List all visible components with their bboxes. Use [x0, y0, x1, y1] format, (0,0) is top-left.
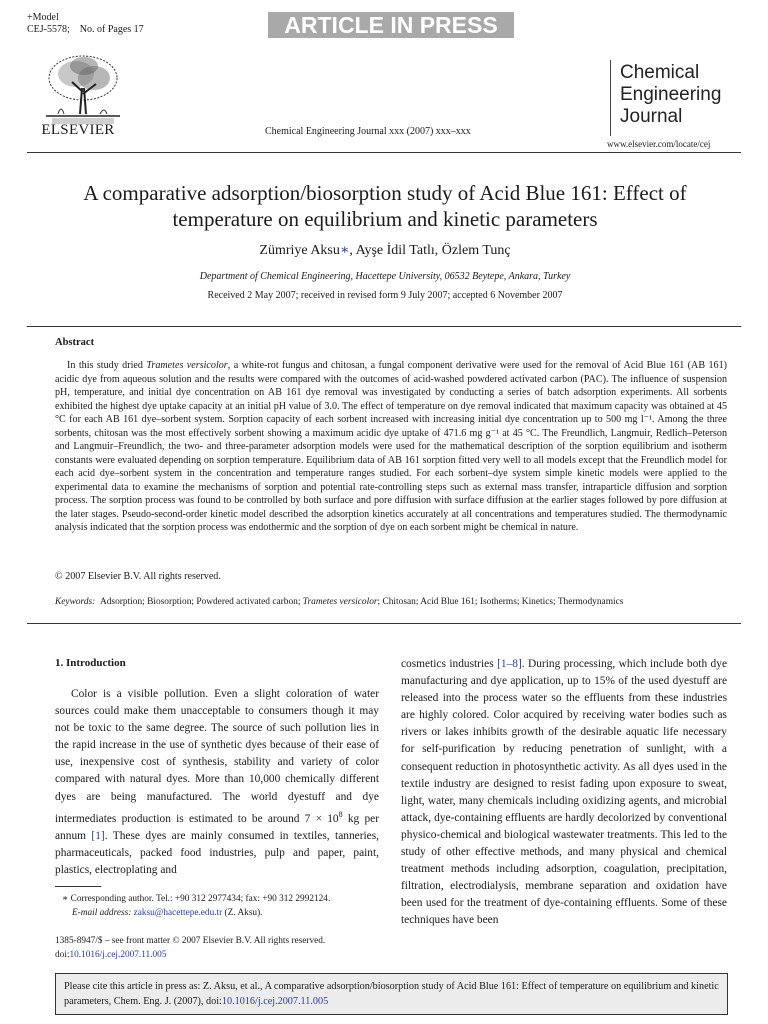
journal-url-link[interactable]: www.elsevier.com/locate/cej: [607, 139, 711, 149]
reference-link-1[interactable]: [1]: [91, 829, 105, 842]
journal-citation-line: Chemical Engineering Journal xxx (2007) xxx–xxx: [265, 126, 471, 137]
email-line: [62, 906, 330, 920]
author-1: Zümriye Aksu: [259, 243, 340, 258]
keywords-label: Keywords:: [55, 597, 96, 607]
abstract-species: Trametes versicolor: [146, 360, 228, 371]
doi-link[interactable]: 10.1016/j.cej.2007.11.005: [69, 950, 167, 960]
abstract-top-rule: [27, 326, 741, 327]
article-title: A comparative adsorption/biosorption study of Acid Blue 161: Effect of temperature on equilibrium and kinetic parameters: [83, 181, 687, 231]
citation-text: Please cite this article in press as: Z. Aksu, et al., A comparative adsorption/biosorption study of Acid Blue 161: Effect of temperature on equilibrium and kinetic parameters, Chem. Eng. J. (2007), doi:: [64, 981, 719, 1007]
reference-link-1-8[interactable]: [1–8]: [497, 658, 522, 670]
brand-line-3: Journal: [620, 106, 683, 127]
abstract-part-1: In this study dried: [67, 360, 147, 371]
affiliation: Department of Chemical Engineering, Hacettepe University, 06532 Beytepe, Ankara, Turkey: [199, 271, 571, 282]
issn-block: [55, 934, 325, 962]
footnote: [62, 892, 330, 920]
brand-divider: [610, 60, 611, 136]
email-label: E-mail address:: [72, 908, 132, 918]
abstract-heading: Abstract: [55, 337, 95, 348]
received-dates: Received 2 May 2007; received in revised form 9 July 2007; accepted 6 November 2007: [207, 290, 563, 301]
intro-left-sup: 8: [338, 809, 343, 819]
journal-brand: [620, 62, 721, 128]
keywords-italic: Trametes versicolor: [302, 597, 378, 607]
brand-line-1: Chemical: [620, 62, 700, 83]
other-authors: , Ayşe İdil Tatlı, Özlem Tunç: [349, 243, 511, 258]
intro-left-column: [55, 686, 379, 879]
manuscript-meta: [27, 12, 144, 36]
intro-right-column: [401, 656, 727, 930]
doi-line: [55, 948, 325, 962]
citation-doi-link[interactable]: 10.1016/j.cej.2007.11.005: [221, 996, 329, 1007]
section-heading-introduction: 1. Introduction: [55, 657, 126, 669]
intro-right-a: cosmetics industries: [401, 658, 498, 670]
footnote-rule: [55, 886, 101, 887]
intro-right-b: . During processing, which include both dye manufacturing and dye application, up to 15% of the used dyestuff are released into the process water so the effluents from these industries are highly colored. Color acquired by receiving water bodies such as rivers or lakes inhibits growth of the desirable aquatic life necessary for self-purification by reducing penetration of sunlight, with a consequent reduction in photosynthetic activity. As all dyes used in the textile industry are designed to resist fading upon exposure to sweat, light, water, many chemicals including oxidizing agents, and microbial attack, dye-containing effluents are hardly decolorized by conventional physico-chemical and biological wastewater treatments. This led to the study of other effective methods, and many physical and chemical treatment methods including adsorption, coagulation, precipitation, filtration, electrodialysis, membrane separation and oxidation have been used for the treatment of dye-containing effluents. Some of these techniques have been: [401, 658, 727, 927]
brand-line-2: Engineering: [620, 84, 722, 105]
intro-left-b: kg per annum: [55, 812, 379, 842]
email-after: (Z. Aksu).: [222, 908, 263, 918]
keywords-part-1: Adsorption; Biosorption; Powdered activated carbon;: [99, 597, 303, 607]
citation-box: [55, 973, 728, 1015]
email-link[interactable]: zaksu@hacettepe.edu.tr: [133, 908, 223, 918]
keywords: [55, 597, 727, 607]
abstract-copyright: © 2007 Elsevier B.V. All rights reserved.: [55, 571, 221, 582]
keywords-bottom-rule: [27, 623, 741, 624]
intro-left-a: Color is a visible pollution. Even a slight coloration of water sources could make them unacceptable to consumers though it may not be toxic to the same degree. The source of such pollution lies in the rapid increase in the use of synthetic dyes because of their ease of use, inexpensive cost of synthesis, stability and variety of color compared with natural dyes. More than 10,000 chemically different dyes are being manufactured. The world dyestuff and dye intermediates production is estimated to be around 7 × 10: [55, 688, 379, 825]
corresponding-author-note: ∗ Corresponding author. Tel.: +90 312 2977434; fax: +90 312 2992124.: [62, 894, 331, 904]
manuscript-ref: CEJ-5578; No. of Pages 17: [27, 24, 144, 35]
publisher-name: ELSEVIER: [41, 122, 115, 138]
author-list: [40, 242, 730, 259]
model-tag: +Model: [27, 12, 59, 23]
corresponding-author-mark[interactable]: ∗: [339, 243, 350, 258]
doi-label: doi:: [55, 950, 70, 960]
elsevier-tree-logo-icon: [38, 52, 128, 126]
header-rule: [27, 152, 741, 153]
abstract-part-2: , a white-rot fungus and chitosan, a fungal component derivative were used for the removal of Acid Blue 161 (AB 161) acidic dye from aqueous solution and the results were compared with the outcomes of acid-washed powdered activated carbon (PAC). The influence of suspension pH, temperature, and initial dye concentration on AB 161 dye removal was investigated by conducting a series of batch adsorption experiments. All sorbents exhibited the highest dye uptake capacity at an initial pH value of 3.0. The effect of temperature on dye removal indicated that maximum capacity was obtained at 45 °C for each AB 161 dye–sorbent system. Sorption capacity of each sorbent increased with increasing initial dye concentration up to 500 mg l⁻¹. Among the three sorbents, chitosan was the most effectively sorbent showing a maximum acidic dye uptake of 471.6 mg g⁻¹ at 45 °C. The Freundlich, Langmuir, Redlich–Peterson and Langmuir–Freundlich, the two- and three-parameter adsorption models were used for the mathematical description of the sorption equilibrium and isotherm constants were evaluated depending on sorption temperature. Equilibrium data of AB 161 sorption fitted very well to all models except that the Freundlich model for each acid dye–sorbent system in the concentration and temperature ranges studied. For each sorbent–dye system simple kinetic models were applied to the experimental data to examine the mechanisms of sorption and potential rate-controlling steps such as external mass transfer, intraparticle diffusion and sorption process. The sorption process was found to be controlled by both surface and pore diffusion with surface diffusion at the earlier stages followed by pore diffusion at the later stages. Pseudo-second-order kinetic model described the adsorption kinetics accurately at all concentrations and temperatures studied. The thermodynamic analysis indicated that the sorption process was endothermic and the sorption of dye on each sorbent might be chemical in nature.: [55, 360, 728, 533]
issn-line: 1385-8947/$ – see front matter © 2007 Elsevier B.V. All rights reserved.: [55, 936, 326, 946]
intro-left-c: . These dyes are mainly consumed in textiles, tanneries, pharmaceuticals, packed food industries, pulp and paper, paint, plastics, electroplating and: [55, 829, 379, 876]
keywords-part-2: ; Chitosan; Acid Blue 161; Isotherms; Kinetics; Thermodynamics: [377, 597, 624, 607]
article-in-press-banner: ARTICLE IN PRESS: [268, 12, 514, 38]
abstract-text: [55, 359, 727, 535]
